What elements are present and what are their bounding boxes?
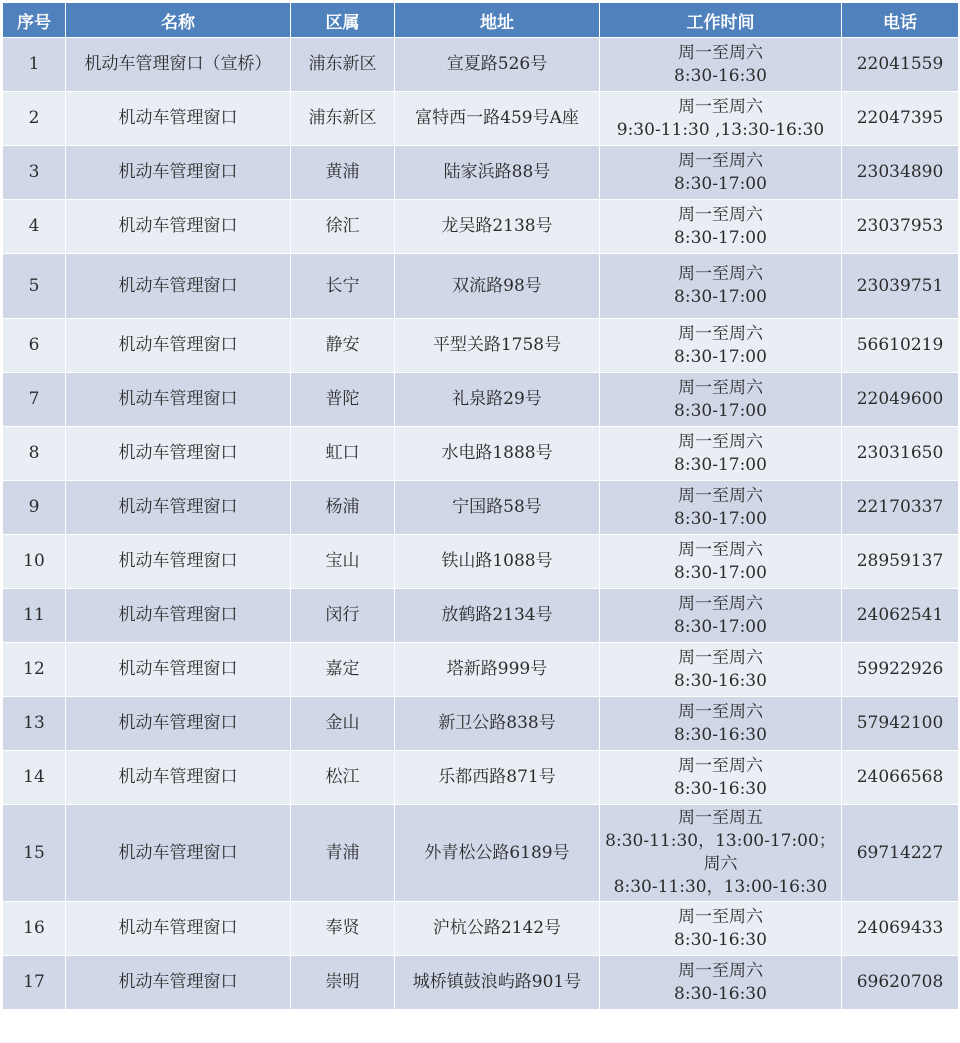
cell-hours [600, 427, 842, 481]
table-row [3, 38, 959, 92]
cell-hours [600, 200, 842, 254]
hours-line: 周一至周六 [678, 701, 763, 722]
vehicle-office-table [2, 2, 959, 1010]
cell-no: 12 [3, 643, 66, 697]
table-row [3, 146, 959, 200]
cell-district: 松江 [291, 751, 395, 805]
hours-line: 周一至周六 [678, 647, 763, 668]
cell-no: 5 [3, 254, 66, 319]
table-row [3, 373, 959, 427]
cell-no: 17 [3, 956, 66, 1010]
table-row [3, 902, 959, 956]
cell-name: 机动车管理窗口 [66, 373, 291, 427]
cell-no: 13 [3, 697, 66, 751]
cell-address: 水电路1888号 [395, 427, 600, 481]
cell-district: 长宁 [291, 254, 395, 319]
cell-name: 机动车管理窗口 [66, 902, 291, 956]
cell-no: 14 [3, 751, 66, 805]
cell-phone: 24069433 [842, 902, 959, 956]
cell-district: 徐汇 [291, 200, 395, 254]
hours-line: 周一至周六 [678, 593, 763, 614]
hours-line: 8:30-17:00 [674, 562, 767, 583]
cell-address: 沪杭公路2142号 [395, 902, 600, 956]
cell-phone: 22049600 [842, 373, 959, 427]
header-row [3, 3, 959, 38]
cell-hours [600, 956, 842, 1010]
cell-hours [600, 373, 842, 427]
hours-line: 8:30-16:30 [674, 65, 767, 86]
hours-line: 周一至周六 [678, 96, 763, 117]
cell-district: 金山 [291, 697, 395, 751]
table-row [3, 481, 959, 535]
hours-line: 9:30-11:30 ,13:30-16:30 [616, 119, 825, 140]
cell-district: 黄浦 [291, 146, 395, 200]
cell-phone: 56610219 [842, 319, 959, 373]
hours-line: 周一至周六 [678, 150, 763, 171]
table-row [3, 643, 959, 697]
cell-address: 新卫公路838号 [395, 697, 600, 751]
cell-district: 静安 [291, 319, 395, 373]
table-row [3, 254, 959, 319]
cell-phone: 22047395 [842, 92, 959, 146]
cell-no: 6 [3, 319, 66, 373]
table-row [3, 427, 959, 481]
hours-line: 周一至周六 [678, 204, 763, 225]
header-address: 地址 [395, 3, 600, 38]
cell-name: 机动车管理窗口 [66, 146, 291, 200]
header-district: 区属 [291, 3, 395, 38]
table-container [2, 2, 959, 1010]
cell-phone: 24066568 [842, 751, 959, 805]
hours-line: 周一至周六 [678, 960, 763, 981]
hours-line: 8:30-16:30 [674, 983, 767, 1004]
cell-no: 10 [3, 535, 66, 589]
hours-line: 周一至周六 [678, 264, 763, 284]
cell-hours [600, 481, 842, 535]
cell-phone: 57942100 [842, 697, 959, 751]
cell-no: 11 [3, 589, 66, 643]
hours-line: 8:30-17:00 [674, 227, 767, 248]
cell-phone: 22041559 [842, 38, 959, 92]
cell-no: 15 [3, 805, 66, 902]
cell-address: 塔新路999号 [395, 643, 600, 697]
cell-district: 闵行 [291, 589, 395, 643]
cell-hours [600, 535, 842, 589]
cell-address: 宣夏路526号 [395, 38, 600, 92]
cell-name: 机动车管理窗口 [66, 427, 291, 481]
cell-no: 4 [3, 200, 66, 254]
cell-no: 16 [3, 902, 66, 956]
hours-line: 周一至周六 [678, 42, 763, 63]
cell-name: 机动车管理窗口 [66, 643, 291, 697]
cell-no: 2 [3, 92, 66, 146]
cell-phone: 23037953 [842, 200, 959, 254]
cell-address: 礼泉路29号 [395, 373, 600, 427]
hours-line: 8:30-17:00 [674, 508, 767, 529]
cell-name: 机动车管理窗口 [66, 481, 291, 535]
cell-phone: 59922926 [842, 643, 959, 697]
cell-hours [600, 254, 842, 319]
table-row [3, 751, 959, 805]
hours-line: 周一至周六 [678, 377, 763, 398]
table-body [3, 38, 959, 1010]
cell-no: 8 [3, 427, 66, 481]
cell-district: 青浦 [291, 805, 395, 902]
cell-name: 机动车管理窗口 [66, 200, 291, 254]
cell-name: 机动车管理窗口 [66, 956, 291, 1010]
hours-line: 8:30-17:00 [674, 287, 767, 307]
hours-line: 周一至周五 [678, 808, 763, 828]
cell-phone: 24062541 [842, 589, 959, 643]
header-name: 名称 [66, 3, 291, 38]
hours-line: 8:30-17:00 [674, 173, 767, 194]
cell-district: 宝山 [291, 535, 395, 589]
cell-district: 嘉定 [291, 643, 395, 697]
cell-phone: 22170337 [842, 481, 959, 535]
cell-hours [600, 92, 842, 146]
cell-no: 7 [3, 373, 66, 427]
cell-name: 机动车管理窗口 [66, 697, 291, 751]
table-row [3, 589, 959, 643]
cell-phone: 69714227 [842, 805, 959, 902]
cell-phone: 23039751 [842, 254, 959, 319]
cell-address: 双流路98号 [395, 254, 600, 319]
table-row [3, 92, 959, 146]
cell-address: 陆家浜路88号 [395, 146, 600, 200]
table-row [3, 319, 959, 373]
cell-district: 崇明 [291, 956, 395, 1010]
hours-line: 8:30-17:00 [674, 454, 767, 475]
cell-address: 平型关路1758号 [395, 319, 600, 373]
cell-district: 杨浦 [291, 481, 395, 535]
cell-no: 9 [3, 481, 66, 535]
hours-line: 8:30-16:30 [674, 670, 767, 691]
header-phone: 电话 [842, 3, 959, 38]
hours-line: 周一至周六 [678, 431, 763, 452]
cell-hours [600, 643, 842, 697]
cell-name: 机动车管理窗口（宣桥） [66, 38, 291, 92]
cell-name: 机动车管理窗口 [66, 805, 291, 902]
cell-hours [600, 38, 842, 92]
hours-line: 周一至周六 [678, 755, 763, 776]
table-row [3, 805, 959, 902]
table-row [3, 697, 959, 751]
cell-hours [600, 589, 842, 643]
hours-line: 周六 [703, 854, 738, 874]
cell-district: 浦东新区 [291, 38, 395, 92]
cell-phone: 23034890 [842, 146, 959, 200]
cell-address: 城桥镇鼓浪屿路901号 [395, 956, 600, 1010]
cell-hours [600, 319, 842, 373]
cell-name: 机动车管理窗口 [66, 254, 291, 319]
cell-no: 1 [3, 38, 66, 92]
hours-line: 8:30-16:30 [674, 929, 767, 950]
header-no: 序号 [3, 3, 66, 38]
hours-line: 8:30-16:30 [674, 778, 767, 799]
cell-district: 普陀 [291, 373, 395, 427]
hours-line: 8:30-11:30，13:00-17:00； [605, 831, 836, 851]
cell-address: 富特西一路459号A座 [395, 92, 600, 146]
hours-line: 周一至周六 [678, 539, 763, 560]
hours-line: 周一至周六 [678, 485, 763, 506]
hours-line: 8:30-17:00 [674, 616, 767, 637]
hours-line: 8:30-16:30 [674, 724, 767, 745]
table-row [3, 956, 959, 1010]
cell-name: 机动车管理窗口 [66, 319, 291, 373]
cell-address: 铁山路1088号 [395, 535, 600, 589]
table-row [3, 535, 959, 589]
cell-district: 浦东新区 [291, 92, 395, 146]
header-hours: 工作时间 [600, 3, 842, 38]
hours-line: 周一至周六 [678, 906, 763, 927]
cell-hours [600, 902, 842, 956]
cell-address: 外青松公路6189号 [395, 805, 600, 902]
cell-address: 宁国路58号 [395, 481, 600, 535]
cell-district: 奉贤 [291, 902, 395, 956]
cell-hours [600, 751, 842, 805]
cell-address: 乐都西路871号 [395, 751, 600, 805]
hours-line: 8:30-17:00 [674, 400, 767, 421]
cell-phone: 23031650 [842, 427, 959, 481]
cell-phone: 69620708 [842, 956, 959, 1010]
cell-name: 机动车管理窗口 [66, 751, 291, 805]
cell-no: 3 [3, 146, 66, 200]
cell-hours [600, 146, 842, 200]
hours-line: 周一至周六 [678, 323, 763, 344]
cell-name: 机动车管理窗口 [66, 589, 291, 643]
table-row [3, 200, 959, 254]
cell-phone: 28959137 [842, 535, 959, 589]
cell-hours [600, 805, 842, 902]
cell-name: 机动车管理窗口 [66, 92, 291, 146]
hours-line: 8:30-17:00 [674, 346, 767, 367]
cell-address: 龙吴路2138号 [395, 200, 600, 254]
cell-district: 虹口 [291, 427, 395, 481]
cell-address: 放鹤路2134号 [395, 589, 600, 643]
cell-name: 机动车管理窗口 [66, 535, 291, 589]
cell-hours [600, 697, 842, 751]
hours-line: 8:30-11:30，13:00-16:30 [613, 877, 828, 897]
